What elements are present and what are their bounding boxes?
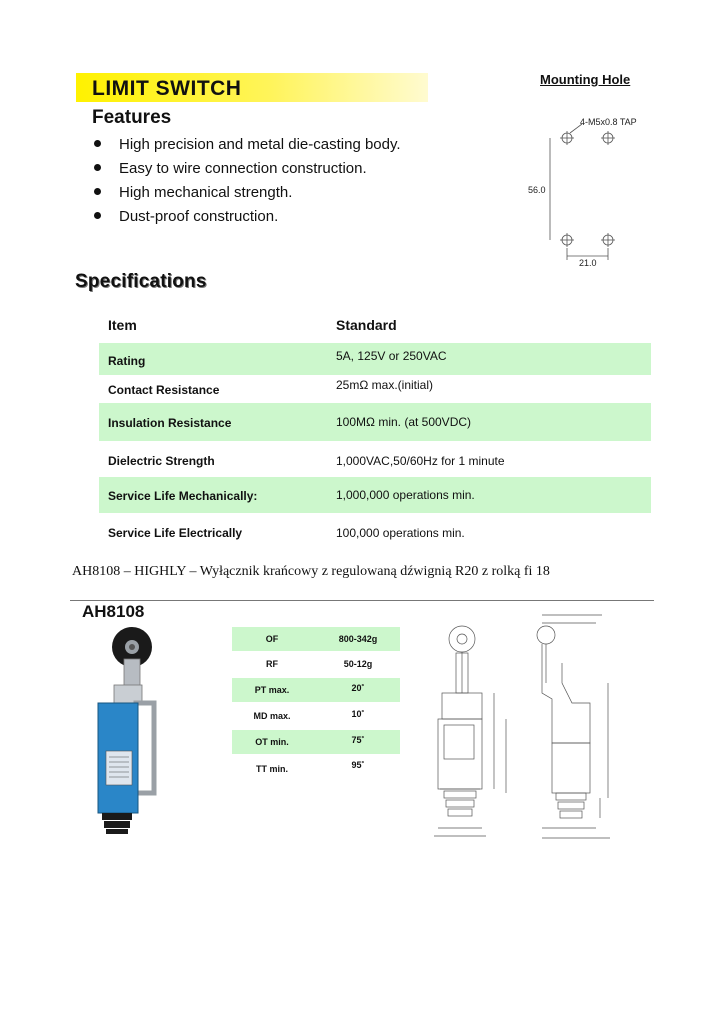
- table-row: MD max. 10˚: [253, 709, 365, 721]
- table-row: PT max. 20˚: [232, 678, 400, 702]
- feature-item: High precision and metal die-casting body.: [94, 136, 401, 153]
- table-row: TT min. 95˚: [256, 760, 365, 774]
- table-row: Contact Resistance 25mΩ max.(initial): [108, 378, 433, 397]
- table-row: Rating 5A, 125V or 250VAC: [99, 343, 651, 375]
- specifications-heading: Specifications: [75, 271, 207, 292]
- page-title: LIMIT SWITCH: [92, 77, 242, 100]
- features-heading: Features: [92, 107, 172, 128]
- mounting-hole-diagram: [522, 100, 654, 270]
- column-header-standard: Standard: [336, 317, 397, 333]
- product-caption: AH8108 – HIGHLY – Wyłącznik krańcowy z regulowaną dźwignią R20 z rolką fi 18: [72, 564, 550, 579]
- feature-item: Easy to wire connection construction.: [94, 160, 367, 177]
- section-divider: [70, 600, 654, 601]
- table-row: OF 800-342g: [232, 627, 400, 651]
- feature-item: Dust-proof construction.: [94, 208, 278, 225]
- height-dimension: 56.0: [528, 185, 546, 195]
- dimensional-drawing: [426, 603, 654, 845]
- bullet-icon: [94, 164, 101, 171]
- table-row: Service Life Mechanically: 1,000,000 operations min.: [99, 477, 651, 513]
- bullet-icon: [94, 188, 101, 195]
- column-header-item: Item: [108, 317, 137, 333]
- table-row: RF 50-12g: [266, 659, 373, 669]
- model-title: AH8108: [82, 602, 145, 621]
- table-row: Insulation Resistance 100MΩ min. (at 500VDC): [99, 403, 651, 441]
- feature-item: High mechanical strength.: [94, 184, 292, 201]
- table-row: Dielectric Strength 1,000VAC,50/60Hz for 1 minute: [108, 454, 505, 468]
- table-row: Service Life Electrically 100,000 operations min.: [108, 526, 465, 540]
- width-dimension: 21.0: [579, 258, 597, 268]
- limit-switch-photo: [84, 625, 174, 835]
- mounting-hole-title: Mounting Hole: [540, 72, 631, 87]
- bullet-icon: [94, 212, 101, 219]
- table-row: OT min. 75˚: [232, 730, 400, 754]
- bullet-icon: [94, 140, 101, 147]
- tap-label: 4-M5x0.8 TAP: [580, 117, 637, 127]
- table-header-row: [99, 317, 651, 341]
